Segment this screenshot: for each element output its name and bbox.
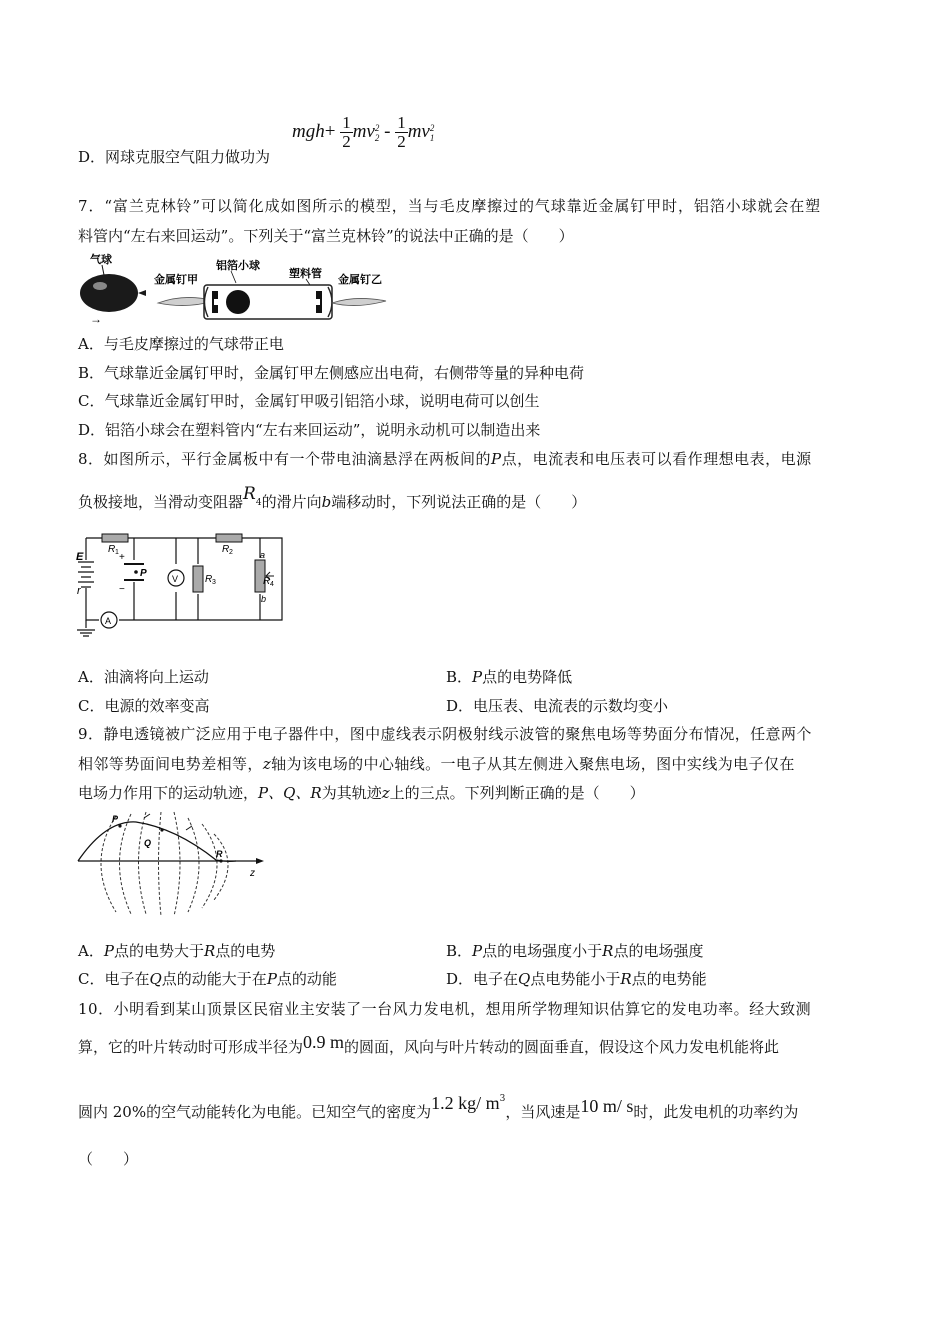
- q7-stem-line2: 料管内“左右来回运动”。下列关于“富兰克林铃”的说法中正确的是（ ）: [78, 227, 574, 245]
- svg-text:E: E: [76, 551, 84, 563]
- q9-lens-figure: [76, 808, 272, 920]
- q9-option-d: D．电子在Q点电势能小于R点的电势能: [446, 970, 707, 988]
- svg-text:z: z: [250, 868, 255, 879]
- q7-option-a: A．与毛皮摩擦过的气球带正电: [78, 335, 284, 353]
- q9-option-b: B．P点的电场强度小于R点的电场强度: [446, 942, 704, 960]
- tube-shape: [204, 285, 332, 319]
- q6-formula: mgh+ $\frac{1}{2}$ mv 2 2 - $\frac{1}{2}$ mv 2 1: [292, 113, 435, 151]
- svg-text:P: P: [140, 568, 147, 579]
- formula-frac-1: $\frac{1}{2}$: [342, 113, 351, 151]
- q8-option-a: A．油滴将向上运动: [78, 668, 209, 686]
- formula-mv2: mv: [352, 120, 375, 142]
- svg-text:V: V: [172, 574, 179, 584]
- fig-label-tube: 塑料管: [289, 268, 322, 280]
- formula-mgh: mgh: [292, 120, 325, 142]
- svg-text:1: 1: [115, 549, 119, 556]
- svg-text:R: R: [216, 849, 223, 859]
- svg-text:P: P: [112, 814, 119, 824]
- fig-label-nail-b: 金属钉乙: [338, 274, 382, 286]
- formula-frac-2: $\frac{1}{2}$: [397, 113, 406, 151]
- svg-text:Q: Q: [144, 838, 152, 848]
- svg-text:−: −: [119, 584, 125, 595]
- q8-stem-line1: 8．如图所示，平行金属板中有一个带电油滴悬浮在两板间的P点，电流表和电压表可以看作理想电表，电源: [78, 450, 812, 468]
- q8-option-c: C．电源的效率变高: [78, 697, 210, 715]
- foil-ball-shape: [226, 290, 250, 314]
- q10-stem-line1: 10．小明看到某山顶景区民宿业主安装了一台风力发电机，想用所学物理知识估算它的发电功率。经大致测: [78, 1000, 812, 1018]
- q8-option-d: D．电压表、电流表的示数均变小: [446, 697, 669, 715]
- q7-stem-line1: 7．“富兰克林铃”可以简化成如图所示的模型，当与毛皮摩擦过的气球靠近金属钉甲时，铝箔小球就会在塑: [78, 197, 822, 215]
- formula-mv1: mv: [407, 120, 430, 142]
- svg-text:R: R: [222, 544, 230, 555]
- q6-option-d-label: D．网球克服空气阻力做功为: [78, 148, 271, 166]
- q9-stem-line2: 相邻等势面间电势差相等，z轴为该电场的中心轴线。一电子从其左侧进入聚焦电场，图中实线为电子仅在: [78, 755, 795, 773]
- resistor-r3: [193, 566, 203, 592]
- svg-text:R: R: [108, 544, 116, 555]
- q8-stem-line2: 负极接地，当滑动变阻器$R_4$的滑片向b端移动时，下列说法正确的是（ ）: [78, 484, 587, 511]
- q10-stem-line2: 算，它的叶片转动时可形成半径为0.9 m的圆面，风向与叶片转动的圆面垂直，假设这个风力发电机能将此: [78, 1032, 780, 1056]
- q9-stem-line3: 电场力作用下的运动轨迹，P、Q、R为其轨迹z上的三点。下列判断正确的是（ ）: [78, 784, 645, 802]
- fig-label-ball: 铝箔小球: [216, 260, 260, 272]
- svg-text:2: 2: [229, 549, 233, 556]
- q7-figure: [76, 253, 396, 325]
- formula-plus: +: [324, 120, 336, 142]
- fig-label-balloon: 气球: [90, 254, 112, 266]
- q10-stem-line3: 圆内 20%的空气动能转化为电能。已知空气的密度为1.2 kg/ $m^3$，当风速是10 m/ s时，此发电机的功率约为: [78, 1093, 799, 1121]
- balloon-shape: [80, 274, 138, 312]
- q10-stem-line4: （ ）: [78, 1150, 139, 1168]
- svg-text:b: b: [261, 594, 267, 604]
- svg-text:R: R: [263, 576, 271, 587]
- q7-option-b: B．气球靠近金属钉甲时，金属钉甲左侧感应出电荷，右侧带等量的异种电荷: [78, 364, 585, 382]
- fig-label-nail-a: 金属钉甲: [154, 274, 198, 286]
- svg-text:+: +: [119, 552, 125, 563]
- formula-minus: -: [384, 120, 391, 142]
- q7-option-c: C．气球靠近金属钉甲时，金属钉甲吸引铝箔小球，说明电荷可以创生: [78, 392, 540, 410]
- q9-option-c: C．电子在Q点的动能大于在P点的动能: [78, 970, 337, 988]
- svg-text:a: a: [260, 550, 266, 560]
- fig-arrow: →: [90, 312, 102, 325]
- svg-text:3: 3: [212, 579, 216, 586]
- resistor-r1: [102, 534, 128, 542]
- q8-circuit-figure: [74, 530, 304, 638]
- q9-stem-line1: 9．静电透镜被广泛应用于电子器件中，图中虚线表示阴极射线示波管的聚焦电场等势面分布情况，任意两个: [78, 725, 812, 743]
- q9-option-a: A．P点的电势大于R点的电势: [78, 942, 276, 960]
- svg-text:r: r: [77, 585, 81, 597]
- q8-option-b: B．P点的电势降低: [446, 668, 573, 686]
- svg-text:A: A: [105, 616, 112, 626]
- q6-option-d: [78, 146, 270, 167]
- svg-text:R: R: [205, 574, 213, 585]
- svg-text:4: 4: [270, 581, 274, 588]
- q7-option-d: D．铝箔小球会在塑料管内“左右来回运动”，说明永动机可以制造出来: [78, 421, 541, 439]
- resistor-r2: [216, 534, 242, 542]
